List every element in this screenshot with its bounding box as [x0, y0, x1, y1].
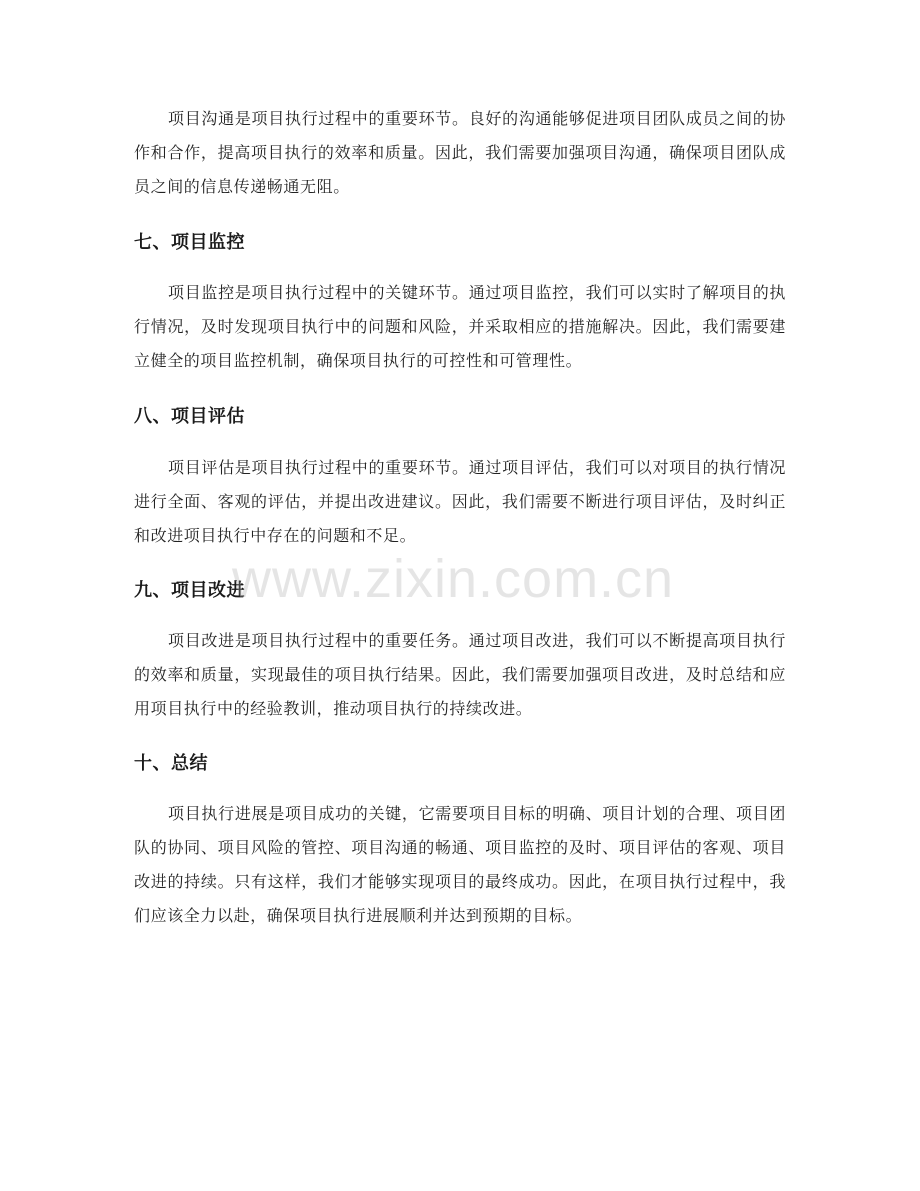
paragraph-text: 项目监控是项目执行过程中的关键环节。通过项目监控，我们可以实时了解项目的执行情况，及时发现项目执行中的问题和风险，并采取相应的措施解决。因此，我们需要建立健全的项目监控机制，确保项目执行的可控性和可管理性。 [134, 283, 786, 370]
heading-text: 九、项目改进 [134, 580, 245, 601]
paragraph-text: 项目沟通是项目执行过程中的重要环节。良好的沟通能够促进项目团队成员之间的协作和合作，提高项目执行的效率和质量。因此，我们需要加强项目沟通，确保项目团队成员之间的信息传递畅通无阻。 [134, 109, 786, 196]
paragraph-communication [134, 102, 786, 204]
paragraph-evaluation [134, 451, 786, 553]
section-heading-evaluation [134, 403, 786, 431]
paragraph-text: 项目改进是项目执行过程中的重要任务。通过项目改进，我们可以不断提高项目执行的效率和质量，实现最佳的项目执行结果。因此，我们需要加强项目改进，及时总结和应用项目执行中的经验教训，推动项目执行的持续改进。 [134, 631, 786, 718]
heading-text: 七、项目监控 [134, 232, 245, 253]
section-heading-improvement [134, 577, 786, 605]
heading-text: 八、项目评估 [134, 406, 245, 427]
heading-text: 十、总结 [134, 753, 208, 774]
watermark-text: www.zixin.com.cn [232, 549, 675, 609]
section-heading-summary [134, 750, 786, 778]
paragraph-text: 项目执行进展是项目成功的关键，它需要项目目标的明确、项目计划的合理、项目团队的协同、项目风险的管控、项目沟通的畅通、项目监控的及时、项目评估的客观、项目改进的持续。只有这样，我们才能够实现项目的最终成功。因此，在项目执行过程中，我们应该全力以赴，确保项目执行进展顺利并达到预期的目标。 [134, 804, 786, 925]
paragraph-monitoring [134, 276, 786, 378]
paragraph-text: 项目评估是项目执行过程中的重要环节。通过项目评估，我们可以对项目的执行情况进行全面、客观的评估，并提出改进建议。因此，我们需要不断进行项目评估，及时纠正和改进项目执行中存在的问题和不足。 [134, 458, 786, 545]
section-heading-monitoring [134, 229, 786, 257]
paragraph-improvement [134, 624, 786, 726]
paragraph-summary [134, 797, 786, 933]
